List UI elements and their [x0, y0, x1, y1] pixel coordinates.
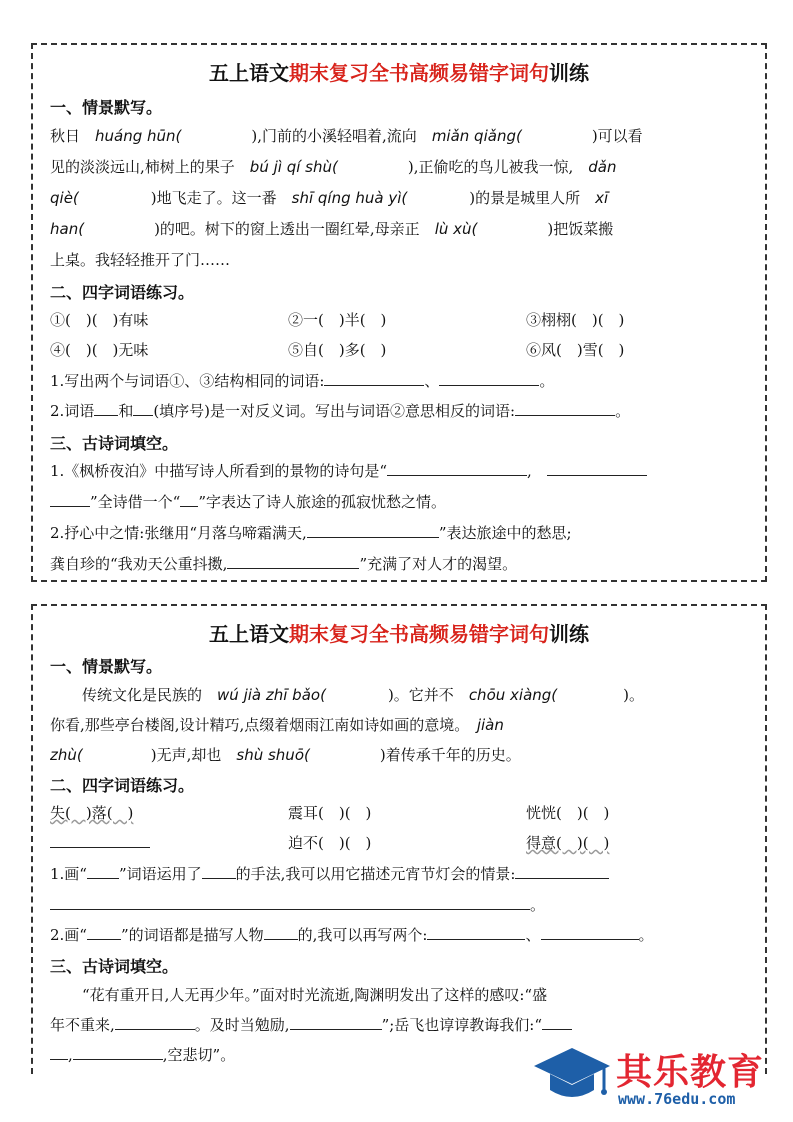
- idiom-item: 失( )落( ): [50, 804, 134, 822]
- idiom-answer-line: [50, 834, 150, 852]
- poem-question-line: ”全诗借一个“ ”字表达了诗人旅途的孤寂忧愁之情。: [50, 491, 446, 512]
- section-heading: 一、情景默写。: [50, 98, 163, 117]
- idiom-item: 震耳( )( ): [288, 804, 372, 822]
- poem-question-line: 1.《枫桥夜泊》中描写诗人所看到的景物的诗句是“ ,: [50, 460, 647, 481]
- brand-logo: [532, 1040, 787, 1115]
- section-heading: 三、古诗词填空。: [50, 434, 179, 453]
- title-suffix: 训练: [549, 622, 589, 646]
- section-heading: 二、四字词语练习。: [50, 776, 195, 795]
- graduation-cap-icon: [532, 1044, 612, 1106]
- worksheet-card-1: [31, 43, 767, 582]
- title-prefix: 五上语文: [209, 622, 289, 646]
- brand-name: 其乐教育: [616, 1052, 765, 1093]
- idiom-item: ⑥风( )雪( ): [526, 341, 625, 359]
- poem-passage-line: “花有重开日,人无再少年。”面对时光流逝,陶渊明发出了这样的感叹:“盛: [82, 986, 548, 1004]
- section-heading: 二、四字词语练习。: [50, 283, 195, 302]
- section-heading: 三、古诗词填空。: [50, 957, 179, 976]
- poem-passage-line: 年不重来, 。及时当勉励, ”;岳飞也谆谆教诲我们:“: [50, 1014, 572, 1035]
- question-line: 1.写出两个与词语①、③结构相同的词语: 、 。: [50, 372, 555, 390]
- question-line: 2.画“ ”的词语都是描写人物 的,我可以再写两个: 、 。: [50, 926, 654, 944]
- passage-line: 上桌。我轻轻推开了门……: [50, 251, 231, 269]
- idiom-item: ⑤自( )多( ): [288, 341, 387, 359]
- brand-url: www.76edu.com: [618, 1090, 736, 1108]
- passage-line: 你看,那些亭台楼阁,设计精巧,点缀着烟雨江南如诗如画的意境。 jiàn: [50, 716, 504, 734]
- section-heading: 一、情景默写。: [50, 657, 163, 676]
- poem-question-line: 龚自珍的“我劝天公重抖擞, ”充满了对人才的渴望。: [50, 555, 518, 573]
- passage-line: qiè( )地飞走了。这一番 shī qíng huà yì( )的景是城里人所 xī: [50, 189, 609, 207]
- worksheet-title: [33, 57, 765, 86]
- idiom-item: ①( )( )有味: [50, 311, 149, 329]
- title-suffix: 训练: [549, 61, 589, 85]
- poem-question-line: 2.抒心中之情:张继用“月落乌啼霜满天, ”表达旅途中的愁思;: [50, 524, 572, 542]
- idiom-item: ③栩栩( )( ): [526, 311, 625, 329]
- passage-line: 见的淡淡远山,柿树上的果子 bú jì qí shù( ),正偷吃的鸟儿被我一惊, dǎn: [50, 158, 617, 176]
- passage-line: 传统文化是民族的 wú jià zhī bǎo( )。它并不 chōu xiàng( )。: [82, 686, 644, 704]
- poem-passage-line: , ,空悲切”。: [50, 1044, 235, 1065]
- passage-line: han( )的吧。树下的窗上透出一圈红晕,母亲正 lù xù( )把饭菜搬: [50, 220, 614, 238]
- question-line: 1.画“ ”词语运用了 的手法,我可以用它描述元宵节灯会的情景:: [50, 863, 609, 884]
- passage-line: 秋日 huáng hūn( ),门前的小溪轻唱着,流向 miǎn qiǎng( )可以看: [50, 127, 643, 145]
- idiom-item: ②一( )半( ): [288, 311, 387, 329]
- title-prefix: 五上语文: [209, 61, 289, 85]
- idiom-item: 得意( )( ): [526, 834, 610, 852]
- worksheet-card-2: [31, 604, 767, 1074]
- title-highlight: 期末复习全书高频易错字词句: [289, 61, 549, 85]
- question-line: 2.词语 和 (填序号)是一对反义词。写出与词语②意思相反的词语: 。: [50, 402, 631, 420]
- worksheet-title: [33, 618, 765, 647]
- passage-line: zhù( )无声,却也 shù shuō( )着传承千年的历史。: [50, 746, 521, 764]
- idiom-item: ④( )( )无味: [50, 341, 149, 359]
- idiom-item: 恍恍( )( ): [526, 804, 610, 822]
- title-highlight: 期末复习全书高频易错字词句: [289, 622, 549, 646]
- idiom-item: 迫不( )( ): [288, 834, 372, 852]
- question-line: 。: [50, 894, 545, 915]
